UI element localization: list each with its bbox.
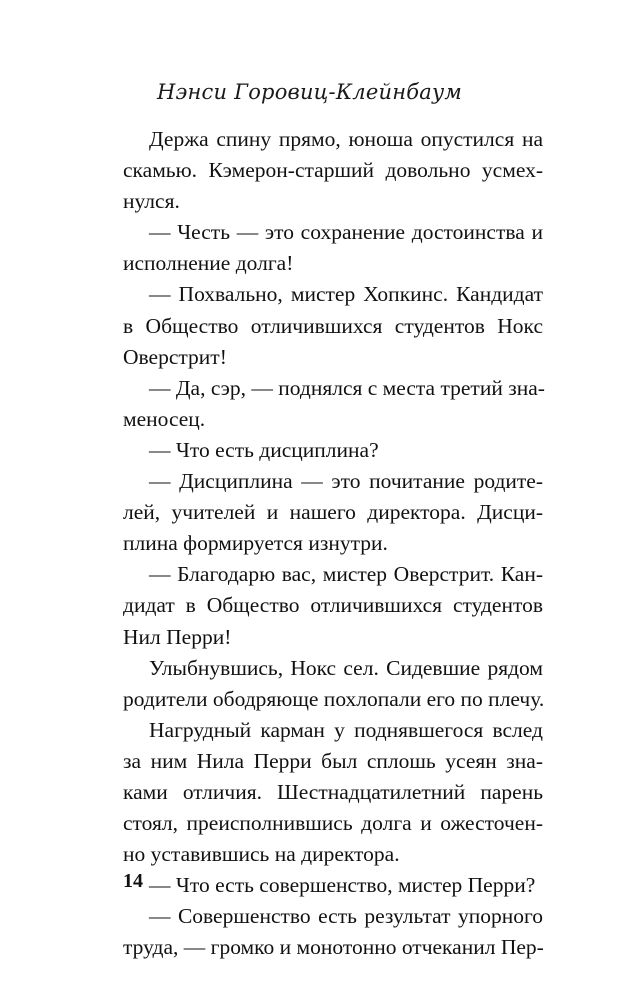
text-line: но уставившись на директора. — [123, 842, 400, 867]
text-line: меносец. — [123, 406, 206, 431]
text-line: в Общество отличившихся студентов Нокс — [123, 313, 543, 338]
paragraph — [123, 715, 543, 870]
text-line: родители ободряюще похлопали его по плечу. — [123, 686, 545, 711]
paragraph — [123, 373, 543, 435]
text-line: — Благодарю вас, мистер Оверстрит. Кан- — [149, 562, 543, 587]
text-line: Оверстрит! — [123, 344, 227, 369]
text-line: плина формируется изнутри. — [123, 531, 388, 556]
text-line: — Честь — это сохранение достоинства и — [149, 220, 543, 245]
running-header: Нэнси Горовиц-Клейнбаум — [157, 80, 462, 104]
paragraph — [123, 279, 543, 372]
text-line: — Совершенство есть результат упорного — [149, 904, 543, 929]
text-line: — Что есть дисциплина? — [149, 437, 379, 462]
paragraph — [123, 653, 543, 715]
text-line: — Похвально, мистер Хопкинс. Кандидат — [149, 282, 543, 307]
text-line: труда, — громко и монотонно отчеканил Пер- — [123, 935, 544, 960]
text-line: дидат в Общество отличившихся студентов — [123, 593, 543, 618]
text-line: Держа спину прямо, юноша опустился на — [149, 127, 543, 151]
text-line: лей, учителей и нашего директора. Дисци- — [123, 500, 543, 525]
paragraph — [123, 870, 543, 901]
paragraph — [123, 466, 543, 559]
text-line: — Да, сэр, — поднялся с места третий зна- — [149, 375, 545, 400]
text-line: стоял, преисполнившись долга и ожесточен- — [123, 811, 543, 836]
text-line: ками отличия. Шестнадцатилетний парень — [123, 779, 543, 804]
text-line: исполнение долга! — [123, 251, 294, 276]
paragraph — [123, 217, 543, 279]
text-line: — Что есть совершенство, мистер Перри? — [149, 873, 536, 898]
paragraph — [123, 435, 543, 466]
text-line: скамью. Кэмерон-старший довольно усмех- — [123, 158, 543, 183]
paragraph — [123, 124, 543, 217]
page-number: 14 — [123, 870, 143, 892]
text-line: — Дисциплина — это почитание родите- — [149, 469, 543, 494]
paragraph — [123, 559, 543, 652]
text-line: Нил Перри! — [123, 624, 232, 649]
text-line: Нагрудный карман у поднявшегося вслед — [149, 717, 543, 742]
body-text — [123, 124, 543, 964]
paragraph — [123, 901, 543, 963]
text-line: Улыбнувшись, Нокс сел. Сидевшие рядом — [149, 655, 543, 680]
text-line: за ним Нила Перри был сплошь усеян зна- — [123, 748, 543, 773]
text-line: нулся. — [123, 189, 180, 214]
